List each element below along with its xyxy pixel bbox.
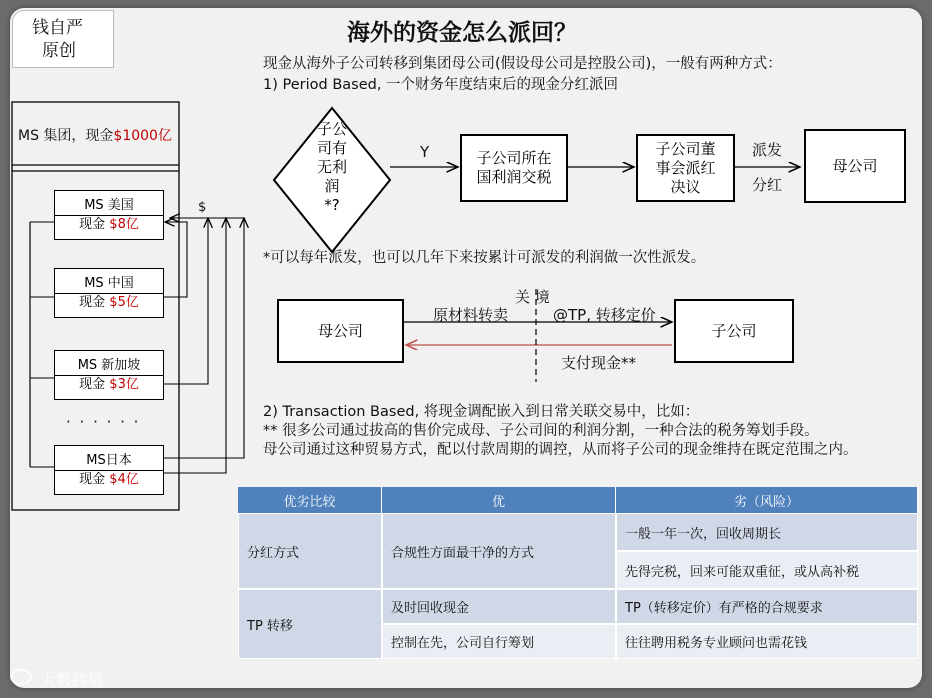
section2-line2: ** 很多公司通过拔高的售价完成母、子公司间的利润分割，一种合法的税务筹划手段。 xyxy=(263,423,819,439)
transfer-pricing-label: @TP, 转移定价 xyxy=(553,306,656,324)
watermark-text: 大數跨境 xyxy=(40,671,105,690)
subsidiary-name: MS 美国 xyxy=(84,197,134,213)
subsidiary-name: MS日本 xyxy=(86,452,132,468)
subsidiary-japan xyxy=(54,445,164,495)
table-cell-con: 一般一年一次，回收周期长 xyxy=(616,513,918,551)
tax-step-box xyxy=(460,134,568,202)
pay-cash-label: 支付现金** xyxy=(561,354,637,372)
tax-step-line: 国利润交税 xyxy=(476,168,552,186)
cash-amount: $8亿 xyxy=(109,216,139,232)
board-resolution-box xyxy=(636,134,735,202)
table-cell-con: 往往聘用税务专业顾问也需花钱 xyxy=(616,624,918,659)
distribute-label-2: 分红 xyxy=(752,176,783,194)
table-cell-pro: 控制在先，公司自行筹划 xyxy=(382,624,616,659)
decision-line: 无利 xyxy=(316,158,347,176)
table-cell-pro: 合规性方面最干净的方式 xyxy=(382,513,616,589)
cash-amount: $4亿 xyxy=(109,471,139,487)
board-step-line: 决议 xyxy=(670,177,701,196)
decision-text xyxy=(304,120,360,215)
raw-material-label: 原材料转卖 xyxy=(433,306,509,324)
dollar-label: $ xyxy=(198,200,207,215)
board-step-line: 事会派红 xyxy=(655,158,716,177)
ellipsis: · · · · · · xyxy=(66,413,141,431)
decision-line: 润 xyxy=(324,177,340,195)
table-cell-con: TP（转移定价）有严格的合规要求 xyxy=(616,589,918,624)
table-header-pro: 优 xyxy=(382,487,616,513)
subsidiary-us xyxy=(54,190,164,240)
yes-label: Y xyxy=(420,143,430,161)
subsidiary-singapore xyxy=(54,350,164,400)
distribute-label-1: 派发 xyxy=(752,141,783,159)
cash-prefix: 现金 xyxy=(79,216,110,232)
table-cell-pro: 及时回收现金 xyxy=(382,589,616,624)
group-cash-amount: $1000亿 xyxy=(113,128,172,144)
parent-company-box-2: 母公司 xyxy=(277,299,404,363)
page-title: 海外的资金怎么派回？ xyxy=(347,20,577,46)
dividend-note: *可以每年派发，也可以几年下来按累计可派发的利润做一次性派发。 xyxy=(263,250,706,266)
cash-prefix: 现金 xyxy=(79,376,110,392)
decision-line: *? xyxy=(324,196,340,214)
customs-border-label: 关 境 xyxy=(515,288,550,306)
board-step-line: 子公司董 xyxy=(655,139,716,158)
table-header-con: 劣（风险） xyxy=(616,487,918,513)
cash-prefix: 现金 xyxy=(79,471,110,487)
tax-step-line: 子公司所在 xyxy=(476,149,552,167)
section2-line1: 2) Transaction Based, 将现金调配嵌入到日常关联交易中，比如： xyxy=(263,404,700,420)
cash-prefix: 现金 xyxy=(79,294,110,310)
group-head-prefix: MS 集团，现金 xyxy=(18,128,114,144)
decision-line: 司有 xyxy=(316,139,347,157)
table-header-compare: 优劣比较 xyxy=(238,487,382,513)
author-badge-line1: 钱自严 xyxy=(32,18,83,38)
table-cell-method: 分红方式 xyxy=(238,513,382,589)
table-cell-con: 先得完税，回来可能双重征，或从高补税 xyxy=(616,551,918,589)
subsidiary-name: MS 新加坡 xyxy=(77,357,141,373)
section2-line3: 母公司通过这种贸易方式，配以付款周期的调控，从而将子公司的现金维持在既定范围之内。 xyxy=(263,442,858,458)
author-badge-line2: 原创 xyxy=(42,41,76,61)
comparison-table xyxy=(238,487,918,659)
decision-line: 子公 xyxy=(316,120,347,138)
table-cell-method: TP 转移 xyxy=(238,589,382,659)
intro-line2: 1) Period Based, 一个财务年度结束后的现金分红派回 xyxy=(263,77,619,93)
subsidiary-china xyxy=(54,268,164,318)
cash-amount: $5亿 xyxy=(109,294,139,310)
intro-line1: 现金从海外子公司转移到集团母公司(假设母公司是控股公司)，一般有两种方式： xyxy=(263,56,782,72)
parent-company-box-1: 母公司 xyxy=(804,129,906,203)
cash-amount: $3亿 xyxy=(109,376,139,392)
group-head xyxy=(18,125,172,145)
subsidiary-name: MS 中国 xyxy=(84,275,134,291)
watermark-logo-icon xyxy=(10,669,32,685)
child-company-box: 子公司 xyxy=(674,299,794,363)
